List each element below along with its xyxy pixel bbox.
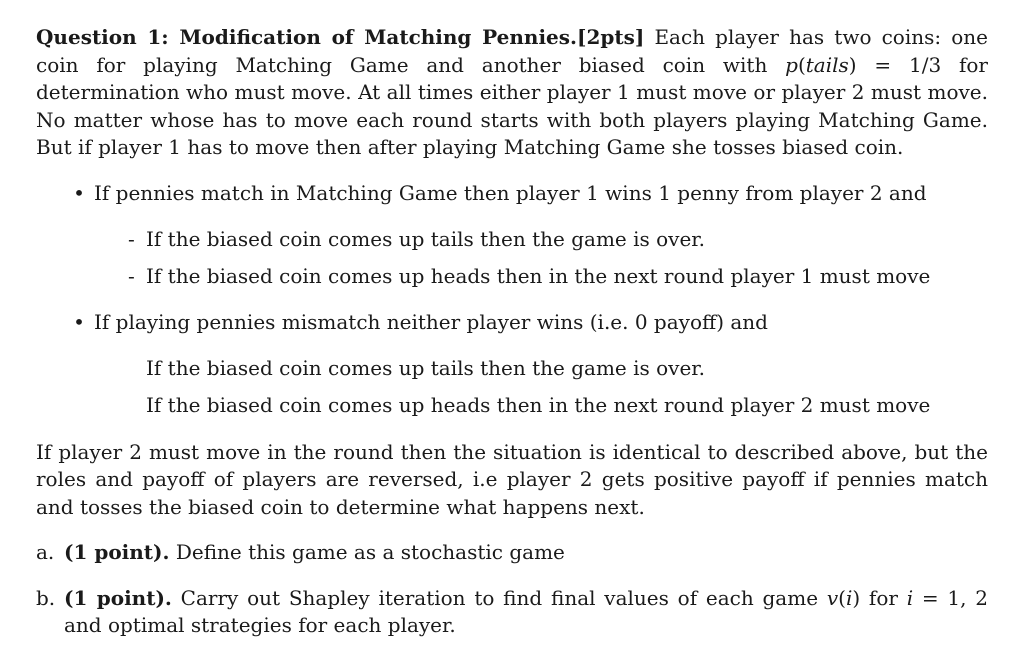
math-open-paren: ( bbox=[797, 52, 806, 77]
part-b-text-2: for bbox=[860, 585, 907, 610]
sub-item-text: If the biased coin comes up heads then in the next round player 2 must move bbox=[146, 392, 931, 417]
bullet-dot-icon: • bbox=[73, 180, 85, 205]
math-open-paren: ( bbox=[838, 585, 846, 610]
math-p: p bbox=[785, 52, 798, 77]
math-eq-one-third: = 1/3 bbox=[856, 52, 942, 77]
math-v: v bbox=[826, 585, 839, 610]
document-page bbox=[36, 22, 988, 640]
sub-item bbox=[36, 263, 988, 290]
sub-item-text: If the biased coin comes up tails then the game is over. bbox=[146, 226, 706, 251]
math-i: i bbox=[906, 585, 914, 610]
math-close-paren: ) bbox=[852, 585, 861, 610]
sub-item bbox=[36, 226, 988, 253]
bullet-dot-icon: • bbox=[73, 309, 85, 334]
question-points: [2pts] bbox=[577, 25, 645, 49]
bullet-text: If playing pennies mismatch neither player wins (i.e. 0 payoff) and bbox=[94, 309, 768, 334]
closing-paragraph: If player 2 must move in the round then the situation is identical to described above, but the roles and payoff of players are reversed, i.e player 2 gets positive payoff if pennies match and tosses the biased coin to determine what happens next. bbox=[36, 439, 988, 519]
question-title: Question 1: Modification of Matching Pennies. bbox=[36, 25, 577, 49]
part-a-label: a. bbox=[36, 540, 55, 564]
sub-item-text: If the biased coin comes up tails then the game is over. bbox=[146, 355, 706, 380]
part-b-label: b. bbox=[36, 585, 56, 610]
bullet-text: If pennies match in Matching Game then player 1 wins 1 penny from player 2 and bbox=[94, 180, 927, 205]
math-i: i bbox=[845, 585, 853, 610]
part-b-points: (1 point). bbox=[64, 585, 172, 610]
sub-item bbox=[36, 355, 988, 382]
dash-marker: - bbox=[128, 263, 135, 288]
intro-text-1: Each player has two coins: one coin for playing Matching Game and another biased coin with bbox=[36, 25, 988, 77]
math-tails: tails bbox=[805, 52, 849, 77]
sub-item bbox=[36, 392, 988, 419]
intro-text-2: for determination who must move. At all times either player 1 must move or player 2 must move. No matter whose has to move each round starts with both players playing Matching Game. But if player 1 has to move then after playing Matching Game she tosses biased coin. bbox=[36, 52, 988, 159]
part-a-text: Define this game as a stochastic game bbox=[175, 540, 565, 564]
part-b-text-1: Carry out Shapley iteration to find final values of each game bbox=[180, 585, 827, 610]
bullet-mismatch bbox=[36, 309, 988, 419]
part-b-text-3: and optimal strategies for each player. bbox=[64, 613, 456, 637]
question-intro bbox=[36, 24, 988, 162]
bullet-item bbox=[36, 180, 988, 207]
sub-item-text: If the biased coin comes up heads then in the next round player 1 must move bbox=[146, 263, 931, 288]
part-b bbox=[36, 585, 988, 640]
math-eq-values: = 1, 2 bbox=[913, 585, 989, 610]
math-close-paren: ) bbox=[848, 52, 857, 77]
dash-marker: - bbox=[128, 226, 135, 251]
part-a-points: (1 point). bbox=[64, 540, 170, 564]
bullet-item bbox=[36, 309, 988, 336]
bullet-list bbox=[36, 180, 988, 419]
bullet-match bbox=[36, 180, 988, 290]
part-a bbox=[36, 539, 988, 567]
